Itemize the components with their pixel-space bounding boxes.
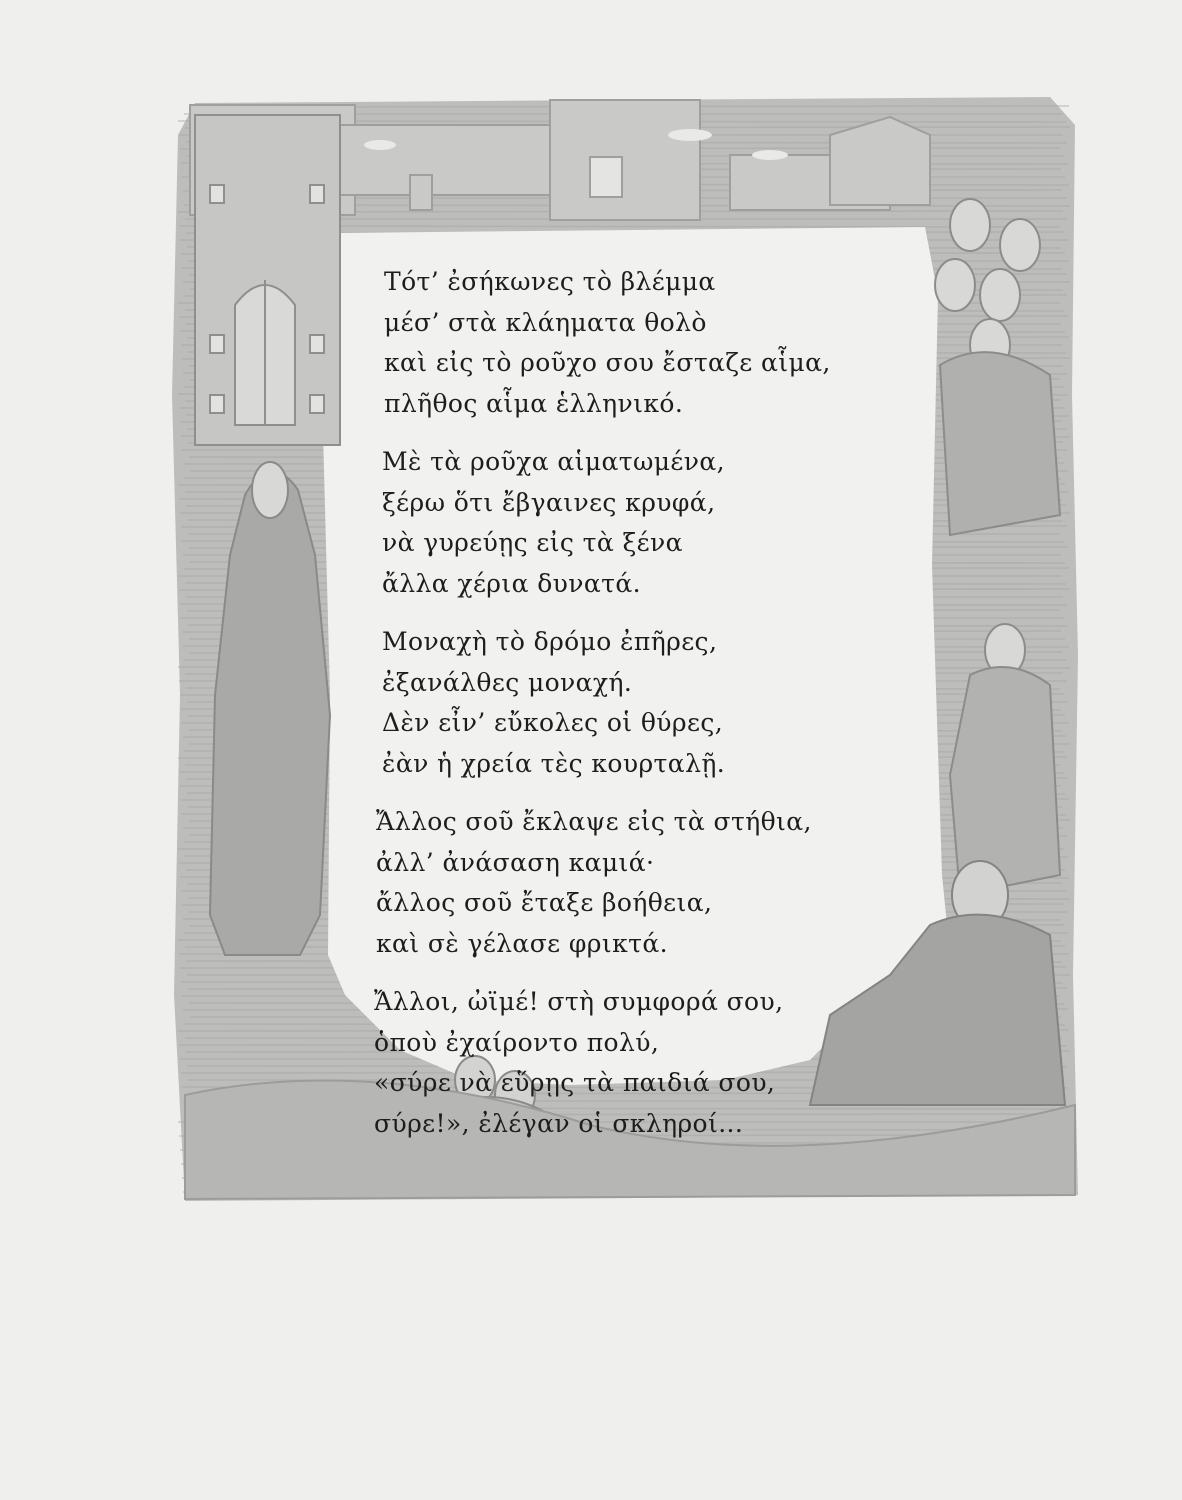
stanza [360, 622, 900, 784]
stanza [360, 982, 900, 1144]
poem-line: Ἄλλοι, ὠϊμέ! στὴ συμφορά σου, [374, 987, 784, 1016]
stanza [360, 802, 900, 964]
poem-line: καὶ σὲ γέλασε φρικτά. [376, 928, 668, 958]
stanza [360, 442, 900, 604]
poem-line: Ἄλλος σοῦ ἔκλαψε εἰς τὰ στήθια, [376, 807, 812, 836]
tower-with-arched-door [195, 115, 340, 445]
poem-line: ἄλλος σοῦ ἔταξε βοήθεια, [376, 888, 713, 917]
poem-line: ξέρω ὅτι ἔβγαινες κρυφά, [382, 487, 716, 517]
poem-line: μέσ’ στὰ κλάηματα θολὸ [384, 307, 707, 337]
poem-line: Δὲν εἶν’ εὔκολες οἱ θύρες, [382, 708, 724, 737]
poem-line: ἄλλα χέρια δυνατά. [382, 568, 642, 598]
poem-line: Τότ’ ἐσήκωνες τὸ βλέμμα [384, 267, 716, 296]
poem-line: ἀλλ’ ἀνάσαση καμιά· [376, 847, 655, 877]
stanza [360, 262, 900, 424]
poem [360, 262, 900, 1162]
poem-line: πλῆθος αἷμα ἑλληνικό. [384, 388, 684, 418]
poem-line: σύρε!», ἐλέγαν οἱ σκληροί... [374, 1108, 744, 1138]
poem-line: καὶ εἰς τὸ ροῦχο σου ἔσταζε αἷμα, [384, 348, 831, 377]
poem-line: νὰ γυρεύῃς εἰς τὰ ξένα [382, 528, 683, 557]
poem-line: Μοναχὴ τὸ δρόμο ἐπῆρες, [382, 627, 718, 656]
poem-line: «σύρε νὰ εὕρῃς τὰ παιδιά σου, [374, 1068, 776, 1097]
poem-line: ἐὰν ἡ χρεία τὲς κουρταλῇ. [382, 748, 726, 778]
poem-line: ὁποὺ ἐχαίροντο πολύ, [374, 1027, 660, 1057]
poem-line: Μὲ τὰ ροῦχα αἱματωμένα, [382, 447, 726, 476]
poem-line: ἐξανάλθες μοναχή. [382, 667, 633, 697]
